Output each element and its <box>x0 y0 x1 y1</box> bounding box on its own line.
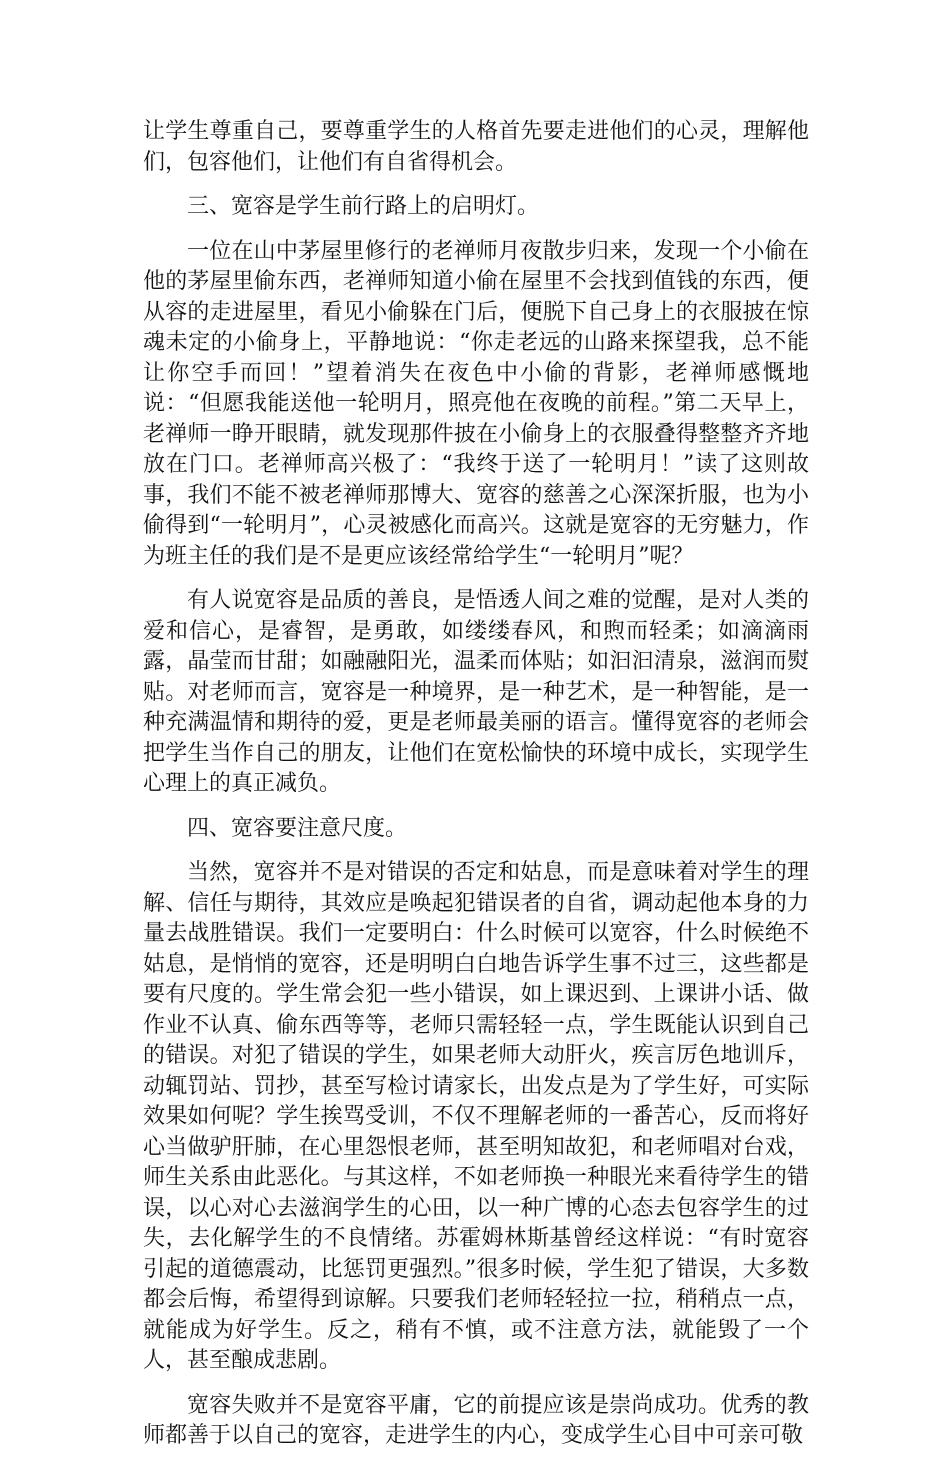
paragraph-tolerance-definition: 有人说宽容是品质的善良，是悟透人间之难的觉醒，是对人类的爱和信心，是睿智，是勇敢，如缕缕春风，和煦而轻柔；如滴滴雨露，晶莹而甘甜；如融融阳光，温柔而体贴；如汩汩清泉，滋润而熨贴。对老师而言，宽容是一种境界，是一种艺术，是一种智能，是一种充满温情和期待的爱，更是老师最美丽的语言。懂得宽容的老师会把学生当作自己的朋友，让他们在宽松愉快的环境中成长，实现学生心理上的真正减负。 <box>143 588 809 796</box>
document-body <box>143 117 809 1466</box>
paragraph-tolerance-measure: 当然，宽容并不是对错误的否定和姑息，而是意味着对学生的理解、信任与期待，其效应是唤起犯错误者的自省，调动起他本身的力量去战胜错误。我们一定要明白：什么时候可以宽容，什么时候绝不姑息，是悄悄的宽容，还是明明白白地告诉学生事不过三，这些都是要有尺度的。学生常会犯一些小错误，如上课迟到、上课讲小话、做作业不认真、偷东西等等，老师只需轻轻一点，学生既能认识到自己的错误。对犯了错误的学生，如果老师大动肝火，疾言厉色地训斥，动辄罚站、罚抄，甚至写检讨请家长，出发点是为了学生好，可实际效果如何呢？学生挨骂受训，不仅不理解老师的一番苦心，反而将好心当做驴肝肺，在心里怨恨老师，甚至明知故犯，和老师唱对台戏，师生关系由此恶化。与其这样，不如老师换一种眼光来看待学生的错误，以心对心去滋润学生的心田，以一种广博的心态去包容学生的过失，去化解学生的不良情绪。苏霍姆林斯基曾经这样说：“有时宽容引起的道德震动，比惩罚更强烈。”很多时候，学生犯了错误，大多数都会后悔，希望得到谅解。只要我们老师轻轻拉一拉，稍稍点一点，就能成为好学生。反之，稍有不慎，或不注意方法，就能毁了一个人，甚至酿成悲剧。 <box>143 860 809 1373</box>
paragraph-zen-master-story: 一位在山中茅屋里修行的老禅师月夜散步归来，发现一个小偷在他的茅屋里偷东西，老禅师知道小偷在屋里不会找到值钱的东西，便从容的走进屋里，看见小偷躲在门后，便脱下自己身上的衣服披在惊魂未定的小偷身上，平静地说：“你走老远的山路来探望我，总不能让你空手而回！”望着消失在夜色中小偷的背影，老禅师感慨地说：“但愿我能送他一轮明月，照亮他在夜晚的前程。”第二天早上，老禅师一睁开眼睛，就发现那件披在小偷身上的衣服叠得整整齐齐地放在门口。老禅师高兴极了：“我终于送了一轮明月！”读了这则故事，我们不能不被老禅师那博大、宽容的慈善之心深深折服，也为小偷得到“一轮明月”，心灵被感化而高兴。这就是宽容的无穷魅力，作为班主任的我们是不是更应该经常给学生“一轮明月”呢？ <box>143 238 809 569</box>
paragraph-tolerance-failure: 宽容失败并不是宽容平庸，它的前提应该是崇尚成功。优秀的教师都善于以自己的宽容，走进学生的内心，变成学生心目中可亲可敬 <box>143 1392 809 1448</box>
section-heading-3: 三、宽容是学生前行路上的启明灯。 <box>187 194 540 219</box>
section-heading-4: 四、宽容要注意尺度。 <box>187 815 408 841</box>
paragraph-continuation: 让学生尊重自己，要尊重学生的人格首先要走进他们的心灵，理解他们，包容他们，让他们有自省得机会。 <box>143 119 809 175</box>
